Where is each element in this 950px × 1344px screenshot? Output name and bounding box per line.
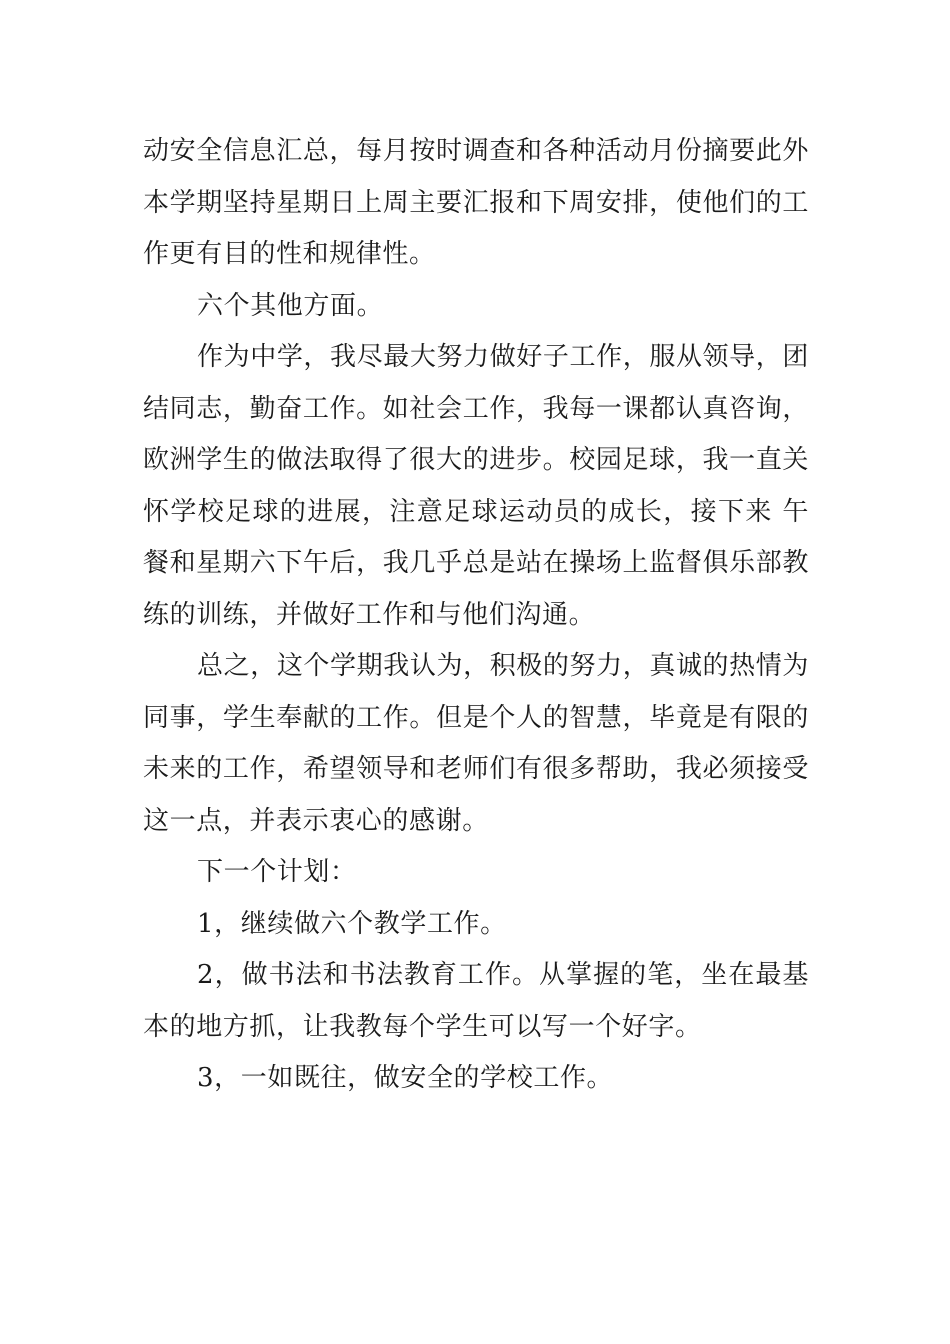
- paragraph-section-six-heading: 六个其他方面。: [197, 290, 384, 321]
- paragraph-next-plan-heading: 下一个计划：: [197, 857, 357, 887]
- plan-item-3: 3，一如既往，做安全的学校工作。: [197, 1063, 614, 1093]
- document-body: [143, 126, 809, 1105]
- paragraph-safety-summary: 动安全信息汇总，每月按时调查和各种活动月份摘要此外本学期坚持星期日上周主要汇报和下周安排，使他们的工作更有目的性和规律性。: [143, 136, 809, 269]
- paragraph-work-duties: 作为中学，我尽最大努力做好子工作，服从领导，团结同志，勤奋工作。如社会工作，我每一课都认真咨询，欧洲学生的做法取得了很大的进步。校园足球，我一直关怀学校足球的进展，注意足球运动员的成长，接下来 午餐和星期六下午后，我几乎总是站在操场上监督俱乐部教练的训练，并做好工作和与他们沟通。: [143, 342, 809, 630]
- paragraph-conclusion: 总之，这个学期我认为，积极的努力，真诚的热情为同事，学生奉献的工作。但是个人的智慧，毕竟是有限的未来的工作，希望领导和老师们有很多帮助，我必须接受这一点，并表示衷心的感谢。: [143, 651, 809, 836]
- plan-item-1: 1，继续做六个教学工作。: [197, 908, 507, 939]
- plan-item-2: 2，做书法和书法教育工作。从掌握的笔，坐在最基本的地方抓，让我教每个学生可以写一个好字。: [143, 960, 809, 1042]
